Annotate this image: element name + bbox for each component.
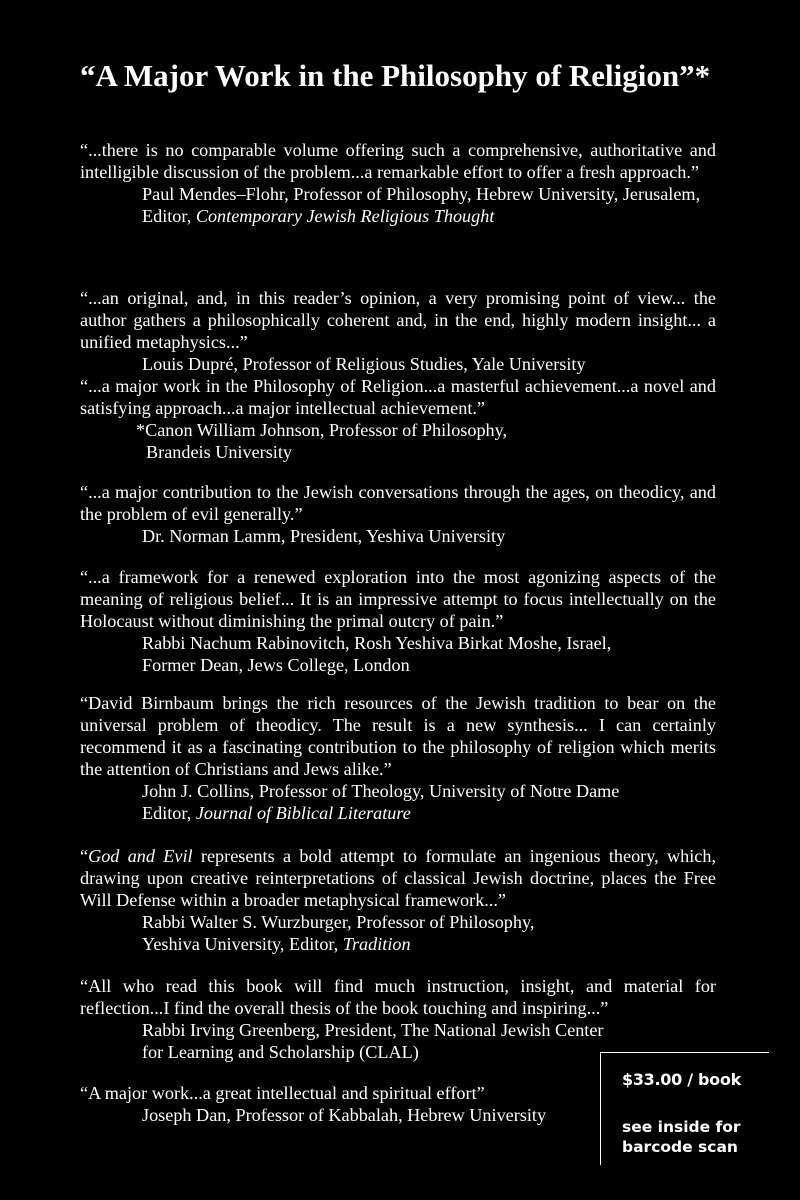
review-quote: “David Birnbaum brings the rich resources of the Jewish tradition to bear on the universal problem of theodicy. The result is a new synthesis... I can certainly recommend it as a fascinating contribution to the philosophy of religion which merits the attention of Christians and Jews alike.” (80, 693, 716, 779)
price-box (600, 1052, 769, 1165)
quote-open-mark: “ (80, 846, 89, 866)
review-quote: “...a major work in the Philosophy of Religion...a masterful achievement...a novel and satisfying approach...a major intellectual achievement.” (80, 376, 716, 418)
attribution-line: Rabbi Irving Greenberg, President, The National Jewish Center (142, 1020, 604, 1040)
review-collins (80, 692, 716, 824)
review-dupre (80, 287, 716, 375)
publication-title: Journal of Biblical Literature (195, 803, 411, 823)
book-title: God and Evil (88, 846, 193, 866)
attribution-line: Paul Mendes–Flohr, Professor of Philosophy, Hebrew University, Jerusalem, (142, 184, 701, 204)
attribution-editor-line (142, 933, 716, 955)
review-wurzburger (80, 845, 716, 955)
attribution-editor-line (142, 205, 716, 227)
editor-prefix: Yeshiva University, Editor, (142, 934, 339, 954)
price-label: $33.00 / book (622, 1070, 741, 1089)
review-attribution (80, 419, 716, 463)
attribution-line: *Canon William Johnson, Professor of Philosophy, (136, 420, 508, 440)
review-quote: “A major work...a great intellectual and spiritual effort” (80, 1083, 485, 1103)
editor-prefix: Editor, (142, 206, 192, 226)
barcode-note-line-2: barcode scan (622, 1138, 738, 1156)
review-quote: “...an original, and, in this reader’s opinion, a very promising point of view... the author gathers a philosophically coherent and, in the end, highly modern insight... a unified metaphysics...” (80, 288, 716, 352)
editor-prefix: Editor, (142, 803, 192, 823)
attribution-line: Dr. Norman Lamm, President, Yeshiva University (142, 526, 506, 546)
review-rabinovitch (80, 566, 716, 676)
quote-text: represents a bold attempt to formulate an ingenious theory, which, drawing upon creative reinterpretations of classical Jewish doctrine, places the Free Will Defense within a broader metaphysical framework...” (80, 846, 716, 910)
attribution-line: Rabbi Nachum Rabinovitch, Rosh Yeshiva Birkat Moshe, Israel, (142, 633, 612, 653)
barcode-note (622, 1117, 741, 1157)
review-attribution (80, 525, 716, 547)
publication-title: Tradition (342, 934, 411, 954)
page-title: “A Major Work in the Philosophy of Religion”* (80, 58, 711, 93)
attribution-line-2: Brandeis University (146, 442, 292, 462)
attribution-line-2: Former Dean, Jews College, London (142, 655, 410, 675)
review-attribution (80, 1104, 590, 1126)
attribution-line-2: for Learning and Scholarship (CLAL) (142, 1042, 419, 1062)
review-quote (80, 845, 716, 911)
publication-title: Contemporary Jewish Religious Thought (195, 206, 495, 226)
barcode-note-line-1: see inside for (622, 1118, 741, 1136)
review-dan (80, 1082, 590, 1126)
attribution-line: Joseph Dan, Professor of Kabbalah, Hebrew University (142, 1105, 547, 1125)
review-attribution (80, 911, 716, 955)
review-attribution (80, 632, 716, 676)
review-greenberg (80, 975, 716, 1063)
review-johnson (80, 375, 716, 463)
attribution-line: John J. Collins, Professor of Theology, University of Notre Dame (142, 781, 620, 801)
review-lamm (80, 481, 716, 547)
review-attribution (80, 183, 716, 227)
review-quote: “All who read this book will find much instruction, insight, and material for reflection...I find the overall thesis of the book touching and inspiring...” (80, 976, 716, 1018)
review-quote: “...a major contribution to the Jewish conversations through the ages, on theodicy, and the problem of evil generally.” (80, 482, 716, 524)
review-attribution (80, 780, 716, 824)
review-quote: “...a framework for a renewed exploration into the most agonizing aspects of the meaning of religious belief... It is an impressive attempt to focus intellectually on the Holocaust without diminishing the primal outcry of pain.” (80, 567, 716, 631)
review-quote: “...there is no comparable volume offering such a comprehensive, authoritative and intelligible discussion of the problem...a remarkable effort to offer a fresh approach.” (80, 140, 716, 182)
attribution-line: Rabbi Walter S. Wurzburger, Professor of Philosophy, (142, 912, 535, 932)
attribution-editor-line (142, 802, 716, 824)
review-attribution (80, 353, 716, 375)
review-mendes-flohr (80, 139, 716, 227)
attribution-line: Louis Dupré, Professor of Religious Studies, Yale University (142, 354, 586, 374)
